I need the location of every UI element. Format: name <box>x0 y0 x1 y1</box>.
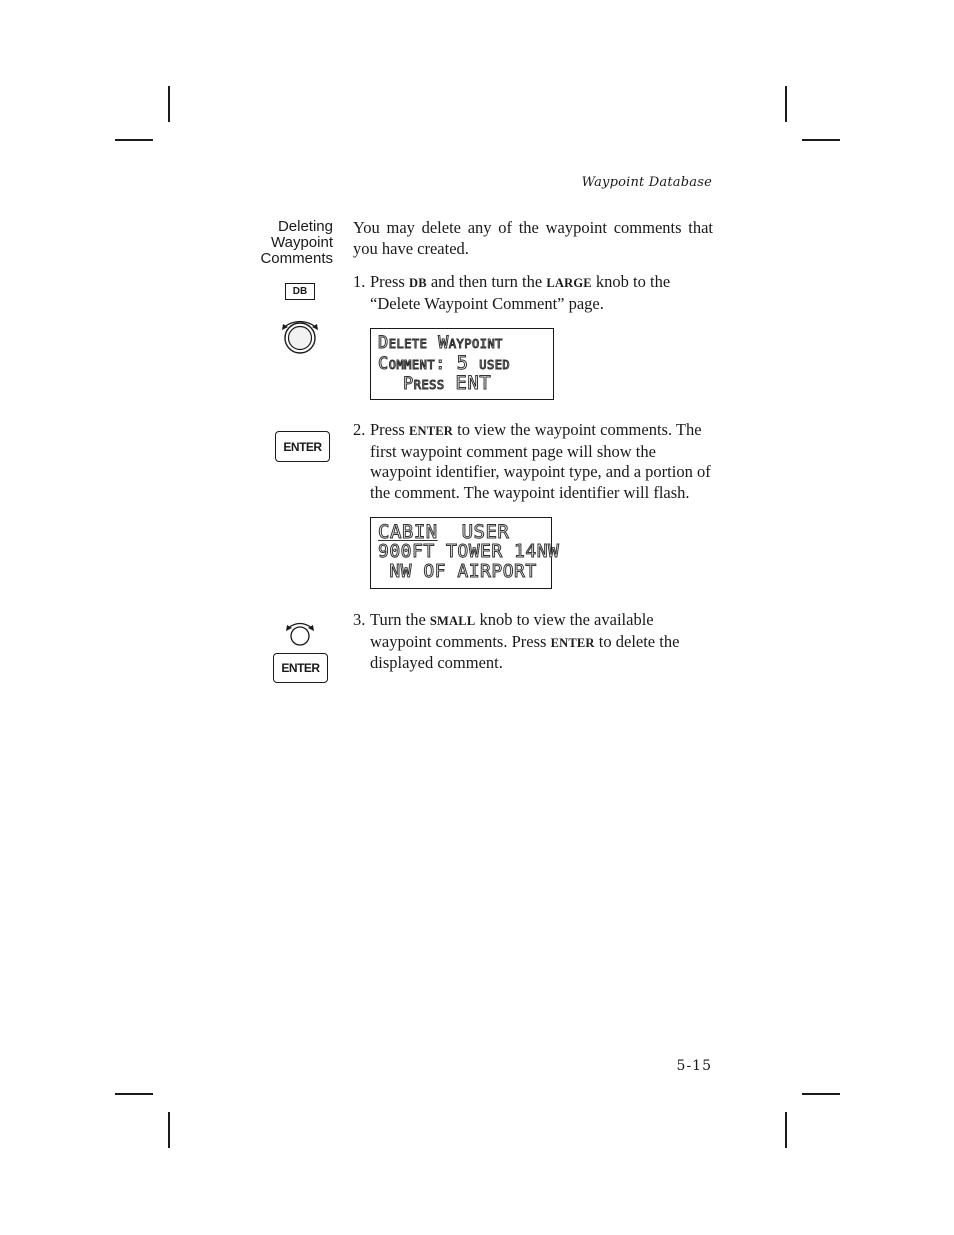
crop-mark <box>115 139 153 141</box>
crop-mark <box>802 139 840 141</box>
enter-key-icon: ENTER <box>275 431 330 462</box>
crop-mark <box>168 1112 170 1148</box>
step-1: 1. Press DB and then turn the LARGE knob to the “Delete Waypoint Comment” page. <box>353 272 671 313</box>
enter-key-icon: ENTER <box>273 653 328 683</box>
small-knob-icon <box>284 620 318 648</box>
running-header: Waypoint Database <box>581 175 712 190</box>
crop-mark <box>785 86 787 122</box>
crop-mark <box>168 86 170 122</box>
lcd-screen-waypoint-comment: CABIN USER 900FT TOWER 14NW NW OF AIRPORT <box>370 517 552 589</box>
crop-mark <box>785 1112 787 1148</box>
page-number: 5-15 <box>676 1058 712 1074</box>
intro-paragraph: You may delete any of the waypoint comments that you have created. <box>353 218 713 258</box>
step-3: 3. Turn the SMALL knob to view the available waypoint comments. Press ENTER to delete the displayed comment. <box>353 610 680 672</box>
crop-mark <box>115 1093 153 1095</box>
crop-mark <box>802 1093 840 1095</box>
step-2: 2. Press ENTER to view the waypoint comments. The first waypoint comment page will show the waypoint identifier, waypoint type, and a portion of the comment. The waypoint identifier will flash. <box>353 420 711 502</box>
large-knob-icon <box>278 317 324 357</box>
lcd-screen-delete-comment: Delete Waypoint Comment: 5 used Press ENT <box>370 328 554 400</box>
db-key-icon: DB <box>285 283 315 300</box>
section-heading: Deleting Waypoint Comments <box>260 218 333 267</box>
